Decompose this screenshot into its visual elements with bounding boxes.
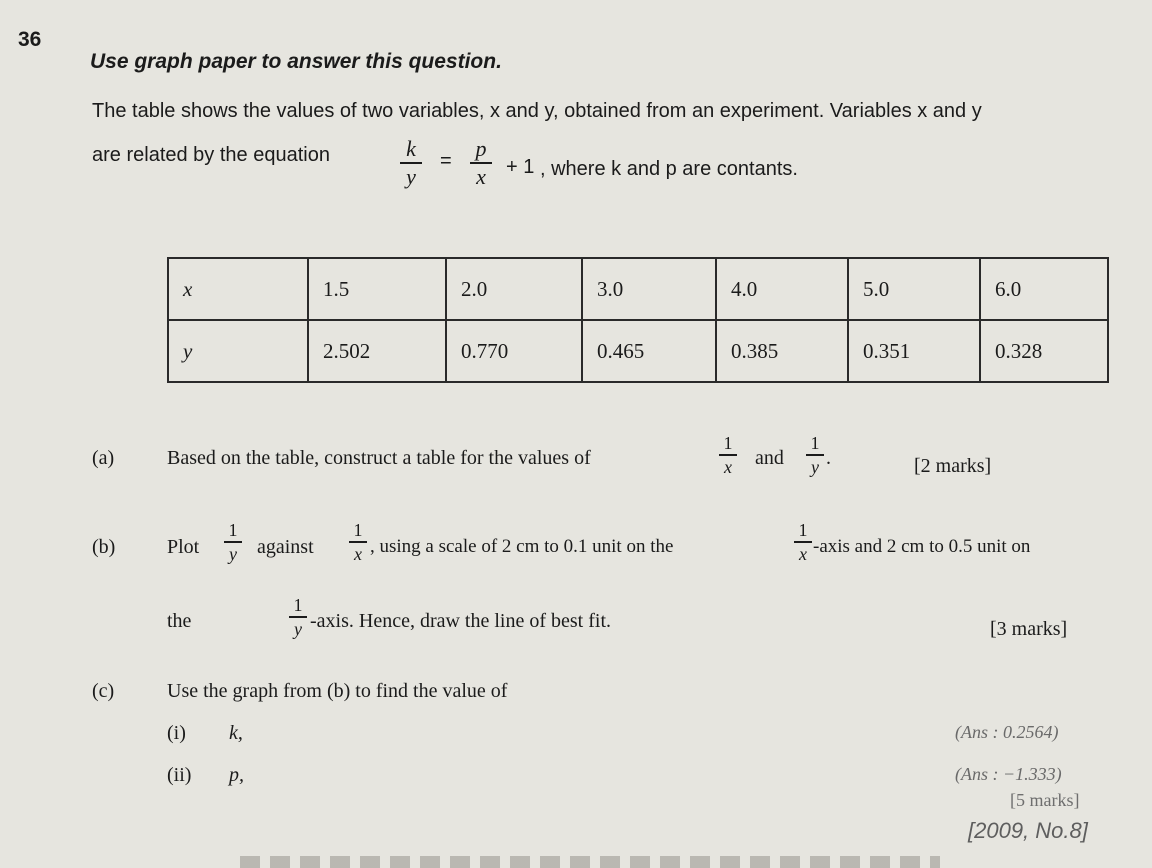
table-cell: 4.0 [716, 258, 848, 320]
fraction-bar [719, 454, 737, 456]
table-row-x [168, 258, 1108, 320]
equation-plus-one: + 1 [506, 156, 535, 178]
part-b-frac-1-over-y [224, 521, 242, 563]
table-cell: 2.502 [308, 320, 446, 382]
part-b-line2-suffix: -axis. Hence, draw the line of best fit. [310, 610, 612, 632]
equation-rhs-fraction [470, 138, 492, 188]
equation-rhs-numerator: p [475, 136, 487, 161]
table-cell: 1.5 [308, 258, 446, 320]
table-cell: 3.0 [582, 258, 716, 320]
part-a-frac-1-over-y [806, 434, 824, 476]
equation-equals: = [440, 150, 452, 172]
part-a-period: . [826, 447, 831, 469]
numerator: 1 [798, 520, 808, 540]
page-bottom-decoration [240, 856, 940, 868]
denominator: x [354, 544, 362, 564]
part-b-text-mid: , using a scale of 2 cm to 0.1 unit on the [370, 536, 674, 557]
denominator: y [229, 544, 237, 564]
intro-line-2-prefix: are related by the equation [92, 144, 330, 166]
table-cell: y [168, 320, 308, 382]
intro-line-2-suffix: , where k and p are contants. [540, 158, 798, 180]
part-b-frac-1-over-x [349, 521, 367, 563]
part-a-marks: [2 marks] [914, 455, 992, 477]
table-cell: 0.465 [582, 320, 716, 382]
part-c-i-answer: (Ans : 0.2564) [955, 722, 1059, 742]
table-cell: 5.0 [848, 258, 980, 320]
table-cell: x [168, 258, 308, 320]
table-cell: 0.385 [716, 320, 848, 382]
part-c-ii-label: (ii) [167, 764, 192, 786]
fraction-bar [349, 541, 367, 543]
part-b-marks: [3 marks] [990, 618, 1068, 640]
part-c-marks: [5 marks] [1010, 790, 1080, 810]
table-cell: 2.0 [446, 258, 582, 320]
part-b-plot: Plot [167, 536, 200, 558]
part-c-ii-variable: p, [229, 764, 244, 786]
part-c-i-variable: k, [229, 722, 243, 744]
denominator: x [799, 544, 807, 564]
part-b-line2-prefix: the [167, 610, 192, 632]
table-cell: 0.328 [980, 320, 1108, 382]
part-b-text-end: -axis and 2 cm to 0.5 unit on [813, 536, 1031, 557]
table-cell: 0.351 [848, 320, 980, 382]
part-c-text: Use the graph from (b) to find the value of [167, 680, 508, 702]
data-table [167, 257, 1109, 383]
instruction: Use graph paper to answer this question. [90, 50, 502, 73]
table-row-y [168, 320, 1108, 382]
part-b-frac-axis-y [289, 596, 307, 638]
equation-lhs-fraction [400, 138, 422, 188]
numerator: 1 [353, 520, 363, 540]
part-c-ii-answer: (Ans : −1.333) [955, 764, 1062, 784]
denominator: y [294, 619, 302, 639]
part-a-text: Based on the table, construct a table for the values of [167, 447, 591, 469]
numerator: 1 [293, 595, 303, 615]
intro-line-1: The table shows the values of two variables, x and y, obtained from an experiment. Variables x and y [92, 100, 982, 122]
table-cell: 0.770 [446, 320, 582, 382]
table-cell: 6.0 [980, 258, 1108, 320]
denominator: x [724, 457, 732, 477]
fraction-bar [794, 541, 812, 543]
equation-lhs-numerator: k [406, 136, 416, 161]
numerator: 1 [723, 433, 733, 453]
fraction-bar [224, 541, 242, 543]
part-a-and: and [755, 447, 784, 469]
equation-rhs-denominator: x [476, 164, 486, 189]
part-c-i-label: (i) [167, 722, 186, 744]
part-a-frac-1-over-x [719, 434, 737, 476]
part-a-label: (a) [92, 447, 115, 469]
question-number: 36 [18, 28, 42, 51]
part-b-against: against [257, 536, 314, 558]
part-b-label: (b) [92, 536, 116, 558]
part-c-label: (c) [92, 680, 115, 702]
numerator: 1 [228, 520, 238, 540]
numerator: 1 [810, 433, 820, 453]
source-reference: [2009, No.8] [968, 818, 1088, 843]
part-b-frac-axis-x [794, 521, 812, 563]
equation-lhs-denominator: y [406, 164, 416, 189]
fraction-bar [806, 454, 824, 456]
fraction-bar [289, 616, 307, 618]
denominator: y [811, 457, 819, 477]
